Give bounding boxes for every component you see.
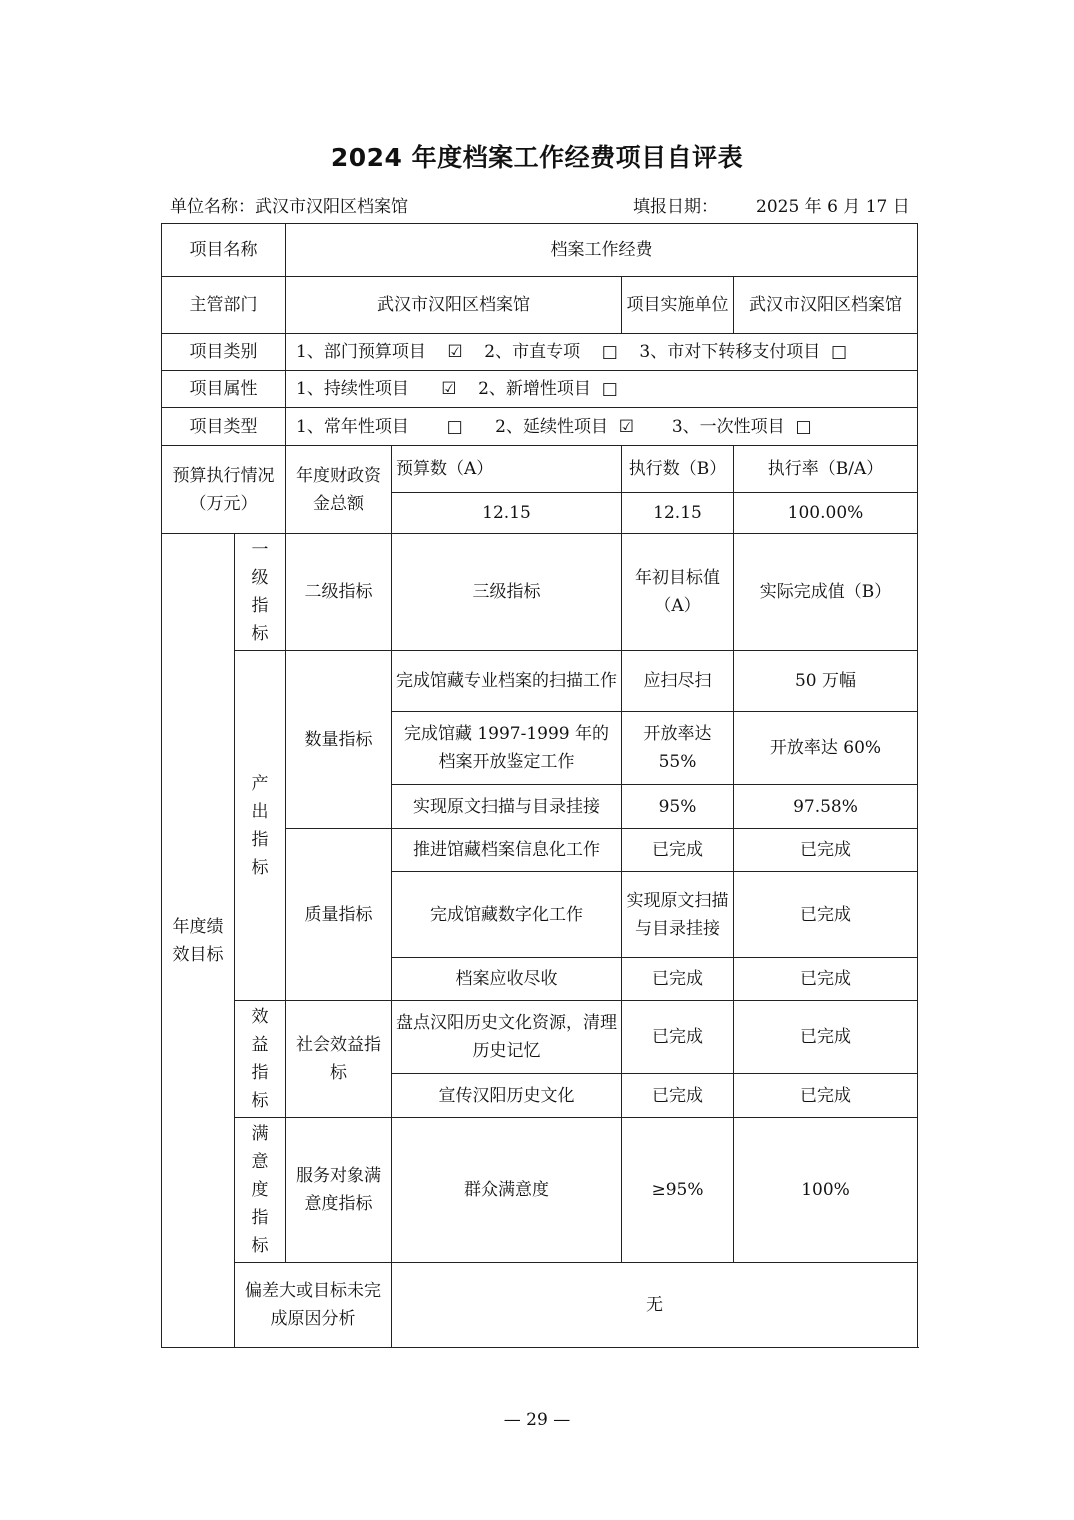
row-attribute <box>162 371 918 408</box>
exec-b-label: 执行数（B） <box>622 446 734 493</box>
indicator-actual: 已完成 <box>734 1074 918 1118</box>
indicator-name: 完成馆藏专业档案的扫描工作 <box>392 651 622 712</box>
exec-rate-value: 100.00% <box>734 493 918 534</box>
annual-goal-label: 年度绩效目标 <box>162 534 235 1348</box>
table-row <box>162 651 918 712</box>
fill-date-label: 填报日期： <box>633 197 718 217</box>
indicator-target: 已完成 <box>622 1001 734 1074</box>
service-satisfaction-label: 服务对象满意度指标 <box>286 1118 392 1263</box>
table-row <box>162 1001 918 1074</box>
indicator-target: 应扫尽扫 <box>622 651 734 712</box>
indicator-name: 盘点汉阳历史文化资源，清理历史记忆 <box>392 1001 622 1074</box>
attribute-options: 1、持续性项目 ☑ 2、新增性项目 □ <box>286 371 918 408</box>
indicator-actual: 已完成 <box>734 872 918 958</box>
department-label: 主管部门 <box>162 277 286 334</box>
unit-name: 单位名称：武汉市汉阳区档案馆 <box>170 197 408 217</box>
indicator-target: 实现原文扫描与目录挂接 <box>622 872 734 958</box>
impl-unit-label: 项目实施单位 <box>622 277 734 334</box>
exec-rate-label: 执行率（B/A） <box>734 446 918 493</box>
indicator-name: 完成馆藏 1997-1999 年的档案开放鉴定工作 <box>392 712 622 785</box>
target-header: 年初目标值（A） <box>622 534 734 651</box>
output-indicator-label: 产 出 指 标 <box>235 651 286 1001</box>
actual-header: 实际完成值（B） <box>734 534 918 651</box>
type-label: 项目类型 <box>162 408 286 446</box>
row-project-name <box>162 224 918 277</box>
indicator-target: 开放率达 55% <box>622 712 734 785</box>
indicator-actual: 100% <box>734 1118 918 1263</box>
level3-header: 三级指标 <box>392 534 622 651</box>
benefit-indicator-label: 效 益 指 标 <box>235 1001 286 1118</box>
project-name-value: 档案工作经费 <box>286 224 918 277</box>
satisfaction-indicator-label: 满 意 度 指 标 <box>235 1118 286 1263</box>
row-deviation <box>162 1263 918 1348</box>
indicator-target: ≥95% <box>622 1118 734 1263</box>
page-number: — 29 — <box>503 1410 571 1430</box>
category-options: 1、部门预算项目 ☑ 2、市直专项 □ 3、市对下转移支付项目 □ <box>286 334 918 371</box>
row-department <box>162 277 918 334</box>
impl-unit-value: 武汉市汉阳区档案馆 <box>734 277 918 334</box>
page-title: 2024 年度档案工作经费项目自评表 <box>330 143 744 172</box>
fill-date <box>633 192 910 217</box>
indicator-target: 已完成 <box>622 829 734 872</box>
indicator-name: 档案应收尽收 <box>392 958 622 1001</box>
evaluation-table <box>161 223 918 1348</box>
quality-indicator-label: 质量指标 <box>286 829 392 1001</box>
row-indicator-header <box>162 534 918 651</box>
indicator-target: 已完成 <box>622 1074 734 1118</box>
social-benefit-label: 社会效益指标 <box>286 1001 392 1118</box>
budget-total-label: 年度财政资金总额 <box>286 446 392 534</box>
project-name-label: 项目名称 <box>162 224 286 277</box>
indicator-actual: 开放率达 60% <box>734 712 918 785</box>
indicator-actual: 已完成 <box>734 958 918 1001</box>
row-category <box>162 334 918 371</box>
indicator-name: 推进馆藏档案信息化工作 <box>392 829 622 872</box>
row-budget-header <box>162 446 918 493</box>
exec-b-value: 12.15 <box>622 493 734 534</box>
level2-header: 二级指标 <box>286 534 392 651</box>
deviation-value: 无 <box>392 1263 918 1348</box>
budget-label: 预算执行情况（万元） <box>162 446 286 534</box>
attribute-label: 项目属性 <box>162 371 286 408</box>
category-label: 项目类别 <box>162 334 286 371</box>
indicator-actual: 50 万幅 <box>734 651 918 712</box>
indicator-name: 群众满意度 <box>392 1118 622 1263</box>
budget-a-value: 12.15 <box>392 493 622 534</box>
quantity-indicator-label: 数量指标 <box>286 651 392 829</box>
row-type <box>162 408 918 446</box>
indicator-name: 实现原文扫描与目录挂接 <box>392 785 622 829</box>
budget-a-label: 预算数（A） <box>392 446 622 493</box>
fill-date-value: 2025 年 6 月 17 日 <box>756 197 910 217</box>
department-value: 武汉市汉阳区档案馆 <box>286 277 622 334</box>
type-options: 1、常年性项目 □ 2、延续性项目 ☑ 3、一次性项目 □ <box>286 408 918 446</box>
indicator-name: 宣传汉阳历史文化 <box>392 1074 622 1118</box>
level1-header: 一 级 指 标 <box>235 534 286 651</box>
indicator-actual: 已完成 <box>734 1001 918 1074</box>
indicator-name: 完成馆藏数字化工作 <box>392 872 622 958</box>
indicator-actual: 已完成 <box>734 829 918 872</box>
indicator-target: 95% <box>622 785 734 829</box>
deviation-label: 偏差大或目标未完成原因分析 <box>235 1263 392 1348</box>
indicator-target: 已完成 <box>622 958 734 1001</box>
table-row <box>162 1118 918 1263</box>
indicator-actual: 97.58% <box>734 785 918 829</box>
